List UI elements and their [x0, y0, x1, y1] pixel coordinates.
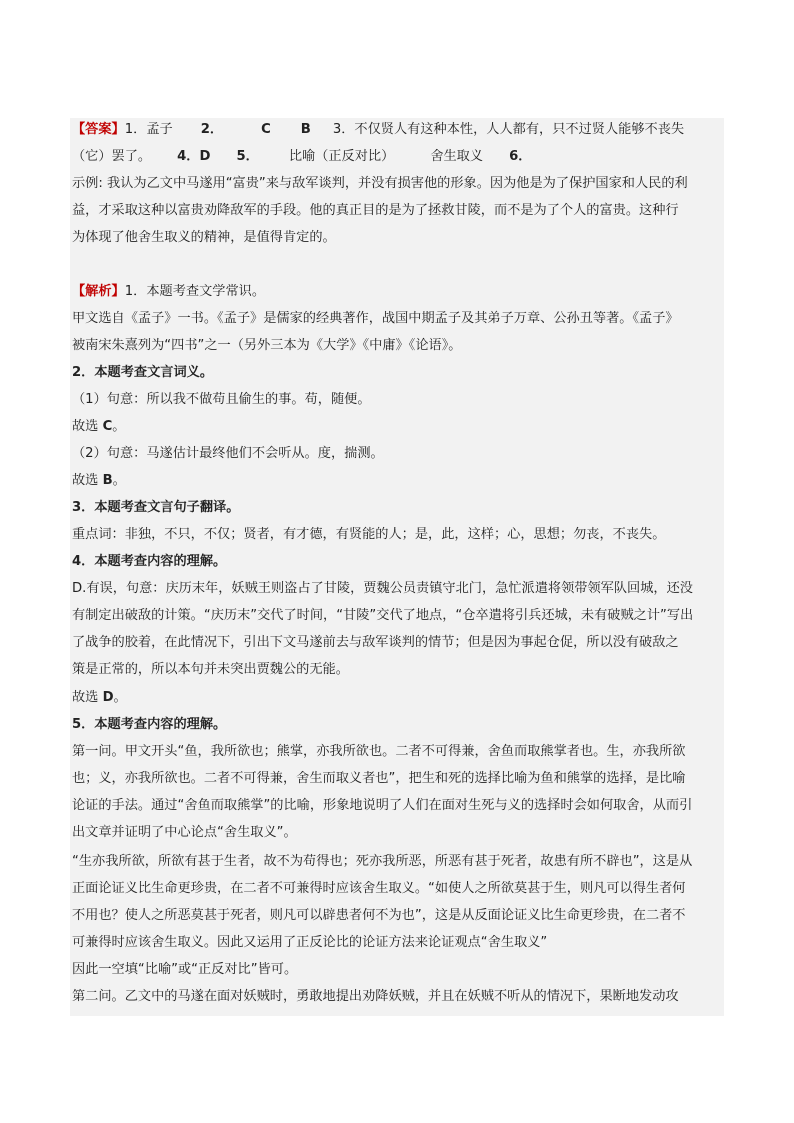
q5-line-1: 第一问。甲文开头“鱼，我所欲也；熊掌，亦我所欲也。二者不可得兼，舍鱼而取熊掌者也。生，亦我所欲: [72, 744, 686, 759]
q1-title: 1．本题考查文学常识。: [124, 284, 266, 299]
answer-4: 4．D: [177, 149, 211, 164]
q5-title: 5．本题考查内容的理解。: [72, 717, 227, 732]
q4-title: 4．本题考查内容的理解。: [72, 554, 227, 569]
answer-6-number: 6．: [509, 149, 532, 164]
answer-line-4: 益，才采取这种以富贵劝降敌军的手段。他的真正目的是为了拯救甘陵，而不是为了个人的富贵。这种行: [72, 203, 679, 218]
q4-line-3: 了战争的胶着，在此情况下，引出下文马遂前去与敌军谈判的情节；但是因为事起仓促，所以没有破敌之: [72, 635, 679, 650]
q4-line-5: [72, 685, 127, 711]
q2-line-3: （2）句意：马遂估计最终他们不会听从。度，揣测。: [72, 446, 384, 461]
answer-line-5: 为体现了他舍生取义的精神，是值得肯定的。: [72, 230, 336, 245]
q2-title: 2．本题考查文言词义。: [72, 365, 214, 380]
q2-choice-2: B: [102, 473, 113, 488]
q1-line-1: 甲文选自《孟子》一书。《孟子》是儒家的经典著作，战国中期孟子及其弟子万章、公孙丑等著。《孟子》: [72, 311, 679, 326]
answer-5-blank-1: 比喻（正反对比）: [288, 149, 395, 164]
q2-line-2: [72, 414, 125, 440]
q2-choose-label-2: 故选: [72, 473, 103, 488]
answer-5-blank-2: 舍生取义: [430, 149, 484, 164]
q2-period: 。: [112, 419, 126, 434]
q5-line-4: 出文章并证明了中心论点“舍生取义”。: [72, 825, 297, 840]
q4-choice: D: [102, 690, 114, 705]
q4-line-1: D.有误，句意：庆历末年，妖贼王则盗占了甘陵，贾魏公员责镇守北门，急忙派遣将领带领军队回城，还没: [72, 581, 693, 596]
answer-2-choice-1: C: [261, 122, 271, 137]
q5-line-9: 因此一空填“比喻”或“正反对比”皆可。: [72, 962, 298, 977]
q3-line-1: 重点词：非独，不只，不仅；贤者，有才德，有贤能的人；是，此，这样；心，思想；勿丧，不丧失。: [72, 527, 666, 542]
q1-line-2: 被南宋朱熹列为“四书”之一（另外三本为《大学》《中庸》《论语》。: [72, 338, 462, 353]
analysis-tag: 【解析】: [72, 284, 125, 299]
q5-line-10: 第二问。乙文中的马遂在面对妖贼时，勇敢地提出劝降妖贼，并且在妖贼不听从的情况下，果断地发动攻: [72, 989, 679, 1004]
answer-line-3: 示例: 我认为乙文中马遂用“富贵”来与敌军谈判，并没有损害他的形象。因为他是为了保护国家和人民的利: [72, 176, 688, 191]
q3-title: 3．本题考查文言句子翻译。: [72, 500, 240, 515]
q2-period-2: 。: [112, 473, 126, 488]
q5-line-3: 论证的手法。通过“舍鱼而取熊掌”的比喻，形象地说明了人们在面对生死与义的选择时会如何取舍，从而引: [72, 798, 693, 813]
q4-line-2: 有制定出破敌的计策。“庆历末”交代了时间，“甘陵”交代了地点，“仓卒遣将引兵还城，未有破贼之计”写出: [72, 608, 694, 623]
q2-choose-label: 故选: [72, 419, 103, 434]
q5-line-5: “生亦我所欲，所欲有甚于生者，故不为苟得也；死亦我所恶，所恶有甚于死者，故患有所不辟也”，这是从: [72, 854, 693, 869]
q4-period: 。: [113, 690, 127, 705]
answer-3: 3．不仅贤人有这种本性，人人都有，只不过贤人能够不丧失: [332, 122, 685, 137]
answer-line-1: [72, 117, 684, 143]
q2-choice: C: [102, 419, 113, 434]
answer-2-number: 2．: [200, 122, 224, 137]
q4-line-4: 策是正常的，所以本句并未突出贾魏公的无能。: [72, 662, 349, 677]
q5-line-7: 不用也？使人之所恶莫甚于死者，则凡可以辟患者何不为也”，这是从反面论证义比生命更珍贵，在二者不: [72, 908, 686, 923]
analysis-header: [72, 279, 265, 305]
answer-2-choice-2: B: [300, 122, 311, 137]
q5-line-6: 正面论证义比生命更珍贵，在二者不可兼得时应该舍生取义。“如使人之所欲莫甚于生，则凡可以得生者何: [72, 881, 686, 896]
q5-line-8: 可兼得时应该舍生取义。因此又运用了正反论比的论证方法来论证观点“舍生取义”: [72, 935, 548, 950]
q2-line-4: [72, 468, 126, 494]
answer-line-2: [72, 144, 531, 170]
answer-5-number: 5．: [236, 149, 259, 164]
q5-line-2: 也；义，亦我所欲也。二者不可得兼，舍生而取义者也”，把生和死的选择比喻为鱼和熊掌的选择，是比喻: [72, 771, 686, 786]
q4-choose-label: 故选: [72, 690, 103, 705]
answer-3-end: （它）罢了。: [72, 149, 152, 164]
q2-line-1: （1）句意：所以我不做苟且偷生的事。苟，随便。: [72, 392, 371, 407]
answer-tag: 【答案】: [72, 122, 125, 137]
answer-1: 1．孟子: [124, 122, 173, 137]
